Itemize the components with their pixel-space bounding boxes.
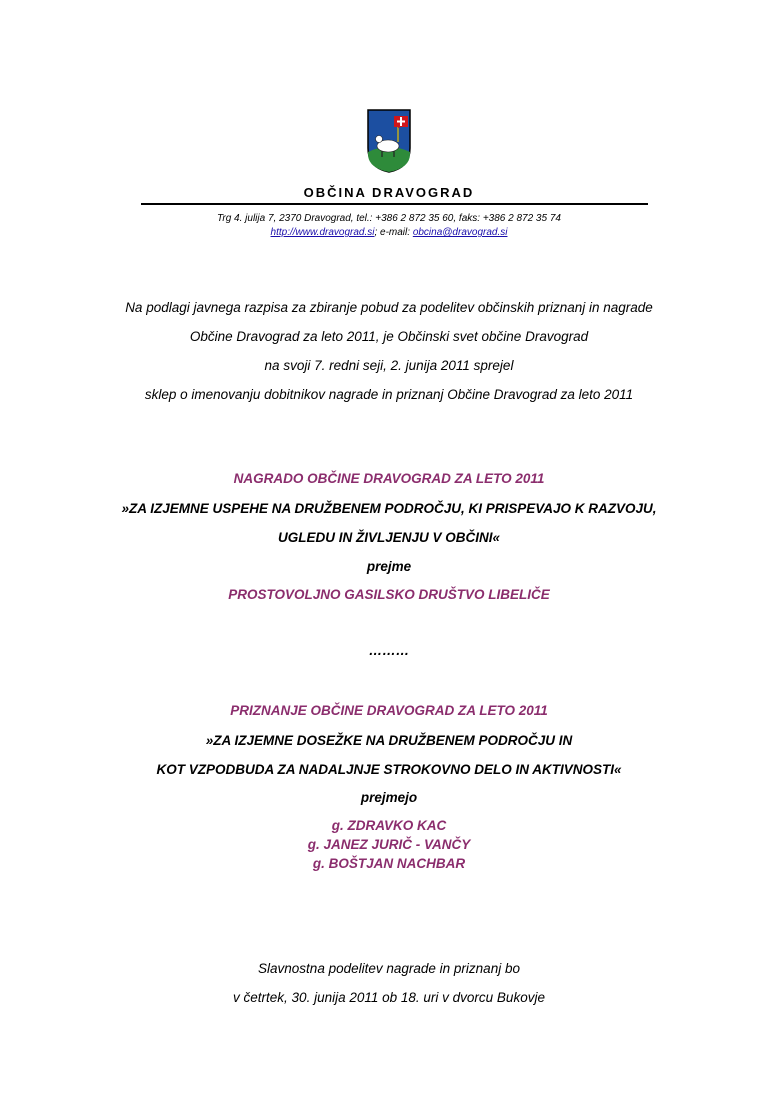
intro-line-2: Občine Dravograd za leto 2011, je Občinski svet občine Dravograd xyxy=(189,329,589,344)
section-separator: ……… xyxy=(368,643,410,658)
award-motto-line-2: UGLEDU IN ŽIVLJENJU V OBČINI« xyxy=(277,530,501,545)
recognition-recipient-1: g. ZDRAVKO KAC xyxy=(331,818,447,833)
intro-line-1: Na podlagi javnega razpisa za zbiranje pobud za podelitev občinskih priznanj in nagrade xyxy=(125,300,653,315)
recognition-recipient-3: g. BOŠTJAN NACHBAR xyxy=(312,856,466,871)
organization-name: OBČINA DRAVOGRAD xyxy=(303,185,475,200)
award-title: NAGRADO OBČINE DRAVOGRAD ZA LETO 2011 xyxy=(233,471,545,486)
email-prefix: ; e-mail: xyxy=(374,227,413,238)
recognition-title: PRIZNANJE OBČINE DRAVOGRAD ZA LETO 2011 xyxy=(230,703,548,718)
award-recipient: PROSTOVOLJNO GASILSKO DRUŠTVO LIBELIČE xyxy=(228,587,550,602)
contact-links xyxy=(0,227,778,238)
closing-line-2: v četrtek, 30. junija 2011 ob 18. uri v dvorcu Bukovje xyxy=(233,990,545,1005)
header-divider xyxy=(141,203,648,205)
email-link[interactable]: obcina@dravograd.si xyxy=(412,227,508,238)
closing-line-1: Slavnostna podelitev nagrade in priznanj bo xyxy=(258,961,520,976)
address-line: Trg 4. julija 7, 2370 Dravograd, tel.: +386 2 872 35 60, faks: +386 2 872 35 74 xyxy=(217,213,561,224)
recognition-motto-line-2: KOT VZPODBUDA ZA NADALJNJE STROKOVNO DELO IN AKTIVNOSTI« xyxy=(156,762,622,777)
intro-line-4: sklep o imenovanju dobitnikov nagrade in priznanj Občine Dravograd za leto 2011 xyxy=(144,387,634,402)
intro-line-3: na svoji 7. redni seji, 2. junija 2011 sprejel xyxy=(264,358,514,373)
award-verb: prejme xyxy=(366,559,412,574)
website-link[interactable]: http://www.dravograd.si xyxy=(270,227,375,238)
recognition-recipient-2: g. JANEZ JURIČ - VANČY xyxy=(307,837,471,852)
recognition-motto-line-1: »ZA IZJEMNE DOSEŽKE NA DRUŽBENEM PODROČJU IN xyxy=(205,733,573,748)
municipal-coat-of-arms-icon xyxy=(366,108,412,174)
award-motto-line-1: »ZA IZJEMNE USPEHE NA DRUŽBENEM PODROČJU, KI PRISPEVAJO K RAZVOJU, xyxy=(121,501,657,516)
recognition-verb: prejmejo xyxy=(360,790,418,805)
